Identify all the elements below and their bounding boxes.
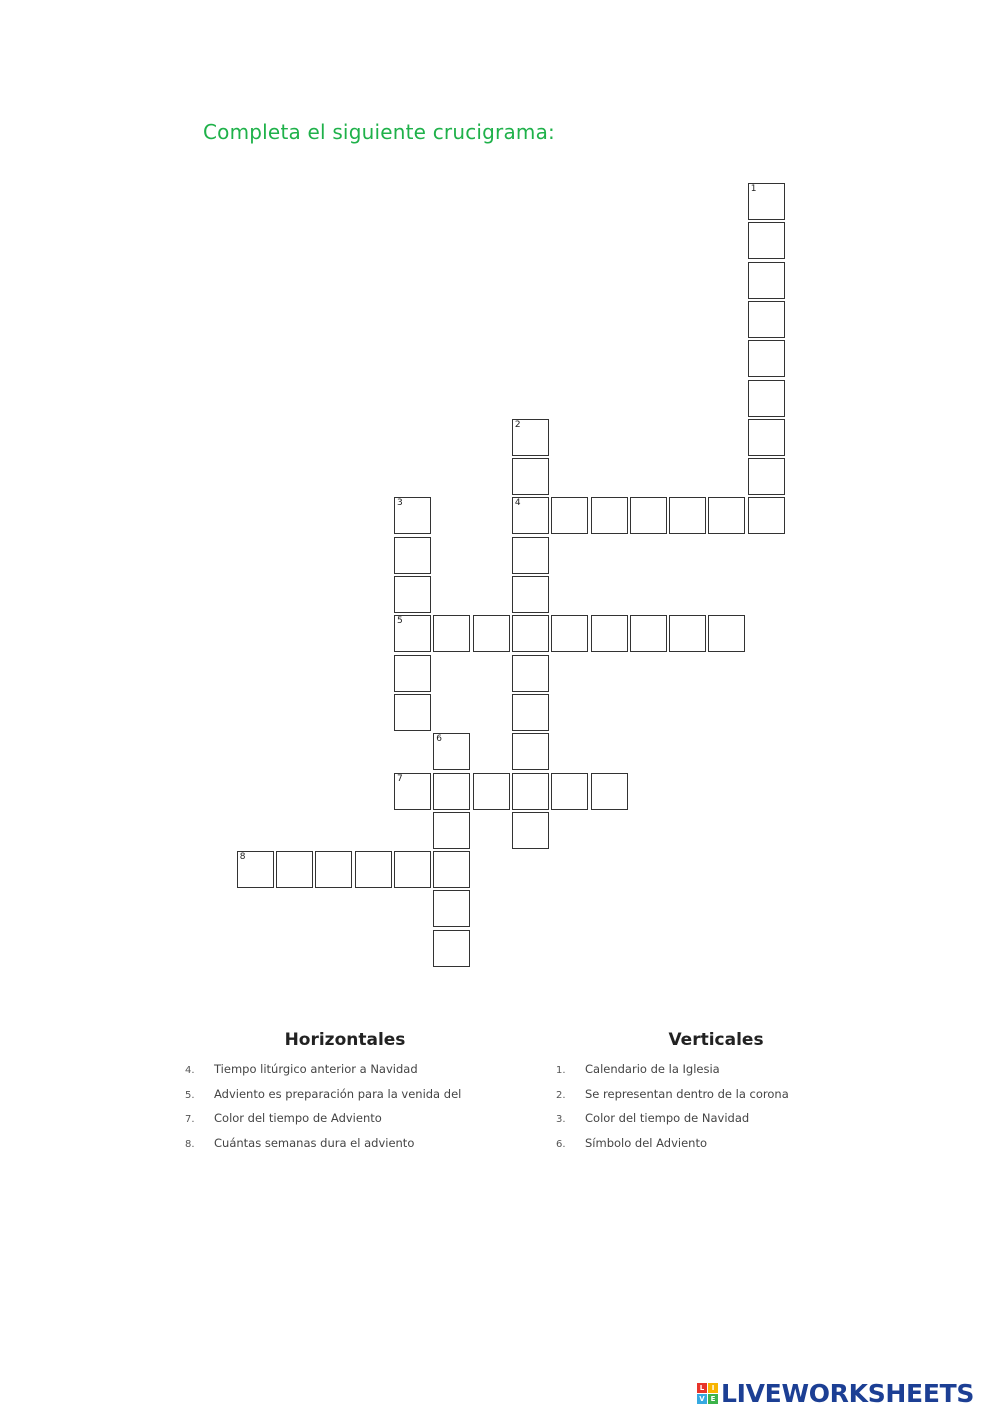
crossword-cell[interactable] bbox=[433, 812, 470, 849]
cell-number: 1 bbox=[750, 184, 757, 194]
cell-number: 4 bbox=[514, 498, 521, 509]
crossword-cell[interactable] bbox=[512, 576, 549, 613]
clue-item bbox=[556, 1111, 876, 1136]
crossword-cell[interactable] bbox=[669, 615, 706, 652]
crossword-cell[interactable] bbox=[591, 773, 628, 810]
crossword-cell[interactable] bbox=[748, 419, 785, 456]
clue-text: Símbolo del Adviento bbox=[585, 1135, 708, 1150]
crossword-cell[interactable] bbox=[512, 773, 549, 810]
crossword-cell[interactable] bbox=[433, 851, 470, 888]
crossword-cell[interactable] bbox=[551, 497, 588, 534]
crossword-cell[interactable] bbox=[748, 380, 785, 417]
logo-letter: L bbox=[697, 1383, 707, 1393]
crossword-cell[interactable] bbox=[394, 615, 431, 652]
clue-number: 5. bbox=[185, 1089, 195, 1101]
clue-text: Color del tiempo de Adviento bbox=[214, 1111, 382, 1125]
liveworksheets-logo bbox=[697, 1378, 974, 1408]
vertical-clues bbox=[556, 1030, 876, 1160]
cell-number: 6 bbox=[436, 734, 443, 745]
crossword-cell[interactable] bbox=[748, 340, 785, 377]
crossword-cell[interactable] bbox=[551, 773, 588, 810]
crossword-cell[interactable] bbox=[708, 615, 745, 652]
crossword-cell[interactable] bbox=[512, 458, 549, 495]
clue-number: 2. bbox=[556, 1089, 566, 1101]
crossword-cell[interactable] bbox=[394, 655, 431, 692]
brand-name: LIVEWORKSHEETS bbox=[721, 1378, 975, 1408]
crossword-cell[interactable] bbox=[394, 851, 431, 888]
crossword-cell[interactable] bbox=[473, 773, 510, 810]
crossword-cell[interactable] bbox=[551, 615, 588, 652]
logo-letter: V bbox=[697, 1394, 707, 1404]
crossword-cell[interactable] bbox=[512, 812, 549, 849]
clue-number: 6. bbox=[556, 1138, 566, 1150]
crossword-cell[interactable] bbox=[512, 655, 549, 692]
clue-item bbox=[185, 1136, 505, 1161]
clue-text: Calendario de la Iglesia bbox=[585, 1062, 720, 1076]
clue-item bbox=[556, 1136, 876, 1161]
crossword-cell[interactable] bbox=[748, 458, 785, 495]
crossword-cell[interactable] bbox=[433, 890, 470, 927]
clue-number: 8. bbox=[185, 1138, 195, 1150]
crossword-cell[interactable] bbox=[473, 615, 510, 652]
crossword-cell[interactable] bbox=[748, 497, 785, 534]
crossword-cell[interactable] bbox=[591, 497, 628, 534]
crossword-cell[interactable] bbox=[433, 615, 470, 652]
cell-number: 5 bbox=[397, 616, 403, 627]
cell-number: 3 bbox=[397, 498, 403, 509]
clue-number: 3. bbox=[556, 1114, 566, 1125]
crossword-cell[interactable] bbox=[708, 497, 745, 534]
live-icon bbox=[697, 1383, 718, 1404]
crossword-cell[interactable] bbox=[748, 301, 785, 338]
horizontal-clues bbox=[185, 1030, 505, 1160]
crossword-cell[interactable] bbox=[276, 851, 313, 888]
crossword-cell[interactable] bbox=[591, 615, 628, 652]
crossword-cell[interactable] bbox=[237, 851, 274, 888]
crossword-cell[interactable] bbox=[748, 262, 785, 299]
clue-number: 4. bbox=[185, 1065, 195, 1076]
vertical-heading: Verticales bbox=[668, 1030, 764, 1050]
clue-item bbox=[185, 1087, 505, 1112]
logo-letter: I bbox=[708, 1383, 718, 1393]
crossword-cell[interactable] bbox=[512, 537, 549, 574]
crossword-cell[interactable] bbox=[669, 497, 706, 534]
crossword-cell[interactable] bbox=[630, 615, 667, 652]
crossword-cell[interactable] bbox=[394, 694, 431, 731]
crossword-cell[interactable] bbox=[512, 615, 549, 652]
crossword-cell[interactable] bbox=[512, 497, 549, 534]
clue-text: Tiempo litúrgico anterior a Navidad bbox=[214, 1062, 418, 1076]
clue-text: Color del tiempo de Navidad bbox=[585, 1111, 750, 1125]
crossword-cell[interactable] bbox=[433, 733, 470, 770]
cell-number: 8 bbox=[239, 852, 246, 863]
crossword-cell[interactable] bbox=[394, 537, 431, 574]
clue-text: Cuántas semanas dura el adviento bbox=[214, 1135, 415, 1150]
crossword-cell[interactable] bbox=[512, 733, 549, 770]
crossword-cell[interactable] bbox=[512, 419, 549, 456]
crossword-cell[interactable] bbox=[512, 694, 549, 731]
crossword-cell[interactable] bbox=[748, 183, 785, 220]
page-title: Completa el siguiente crucigrama: bbox=[203, 120, 556, 144]
horizontal-heading: Horizontales bbox=[284, 1030, 406, 1050]
crossword-cell[interactable] bbox=[433, 773, 470, 810]
clue-text: Se representan dentro de la corona bbox=[585, 1086, 789, 1101]
clue-number: 1. bbox=[556, 1065, 566, 1076]
crossword-cell[interactable] bbox=[394, 773, 431, 810]
crossword-cell[interactable] bbox=[394, 497, 431, 534]
clue-item bbox=[185, 1111, 505, 1136]
cell-number: 2 bbox=[514, 419, 521, 430]
logo-letter: E bbox=[708, 1394, 718, 1404]
clue-text: Adviento es preparación para la venida del bbox=[214, 1086, 462, 1101]
clue-number: 7. bbox=[185, 1114, 195, 1125]
crossword-cell[interactable] bbox=[355, 851, 392, 888]
clue-item bbox=[556, 1087, 876, 1112]
crossword-cell[interactable] bbox=[315, 851, 352, 888]
crossword-cell[interactable] bbox=[630, 497, 667, 534]
cell-number: 7 bbox=[397, 773, 403, 784]
clue-item bbox=[185, 1062, 505, 1087]
crossword-cell[interactable] bbox=[433, 930, 470, 967]
clue-item bbox=[556, 1062, 876, 1087]
crossword-cell[interactable] bbox=[748, 222, 785, 259]
crossword-cell[interactable] bbox=[394, 576, 431, 613]
